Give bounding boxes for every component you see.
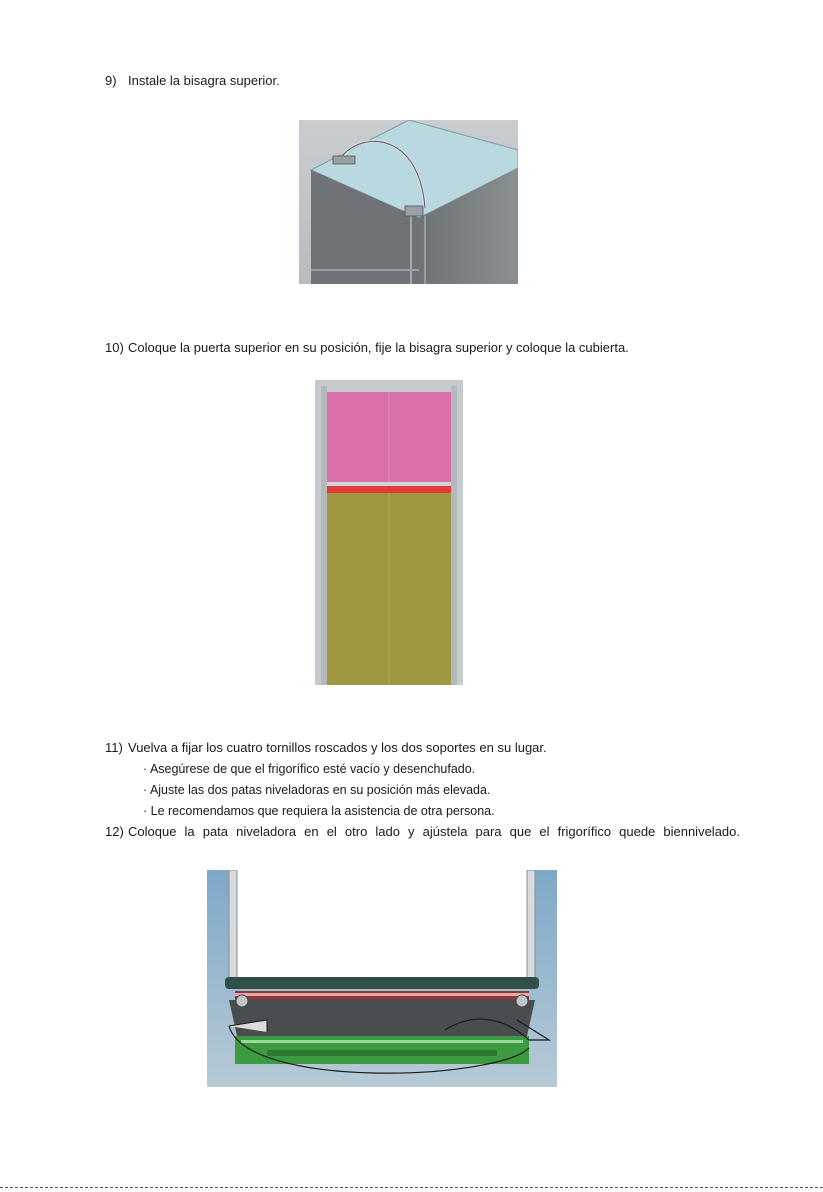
fridge-top-hinge-illustration	[299, 120, 518, 284]
fridge-bottom-leveling-illustration	[207, 870, 557, 1087]
bullet-item: · Asegúrese de que el frigorífico esté vacío y desenchufado.	[143, 762, 476, 776]
bullet-item: · Le recomendamos que requiera la asistencia de otra persona.	[143, 804, 495, 818]
step-number: 12)	[105, 824, 124, 839]
step-text: Vuelva a fijar los cuatro tornillos roscados y los dos soportes en su lugar.	[128, 740, 547, 755]
fridge-door-front-illustration	[315, 380, 463, 685]
bullet-item: · Ajuste las dos patas niveladoras en su posición más elevada.	[143, 783, 491, 797]
step-text: Instale la bisagra superior.	[128, 73, 280, 88]
step-number: 10)	[105, 340, 124, 355]
fridge-bottom-leveling-icon	[207, 870, 557, 1087]
step-text: Coloque la pata niveladora en el otro lado y ajústela para que el frigorífico quede biennivelado.	[128, 824, 740, 839]
fridge-door-front-icon	[315, 380, 463, 685]
page-footer-rule	[0, 1187, 823, 1188]
fridge-top-hinge-icon	[299, 120, 518, 284]
step-number: 11)	[105, 740, 123, 755]
step-number: 9)	[105, 73, 117, 88]
step-text: Coloque la puerta superior en su posición, fije la bisagra superior y coloque la cubierta.	[128, 340, 629, 355]
